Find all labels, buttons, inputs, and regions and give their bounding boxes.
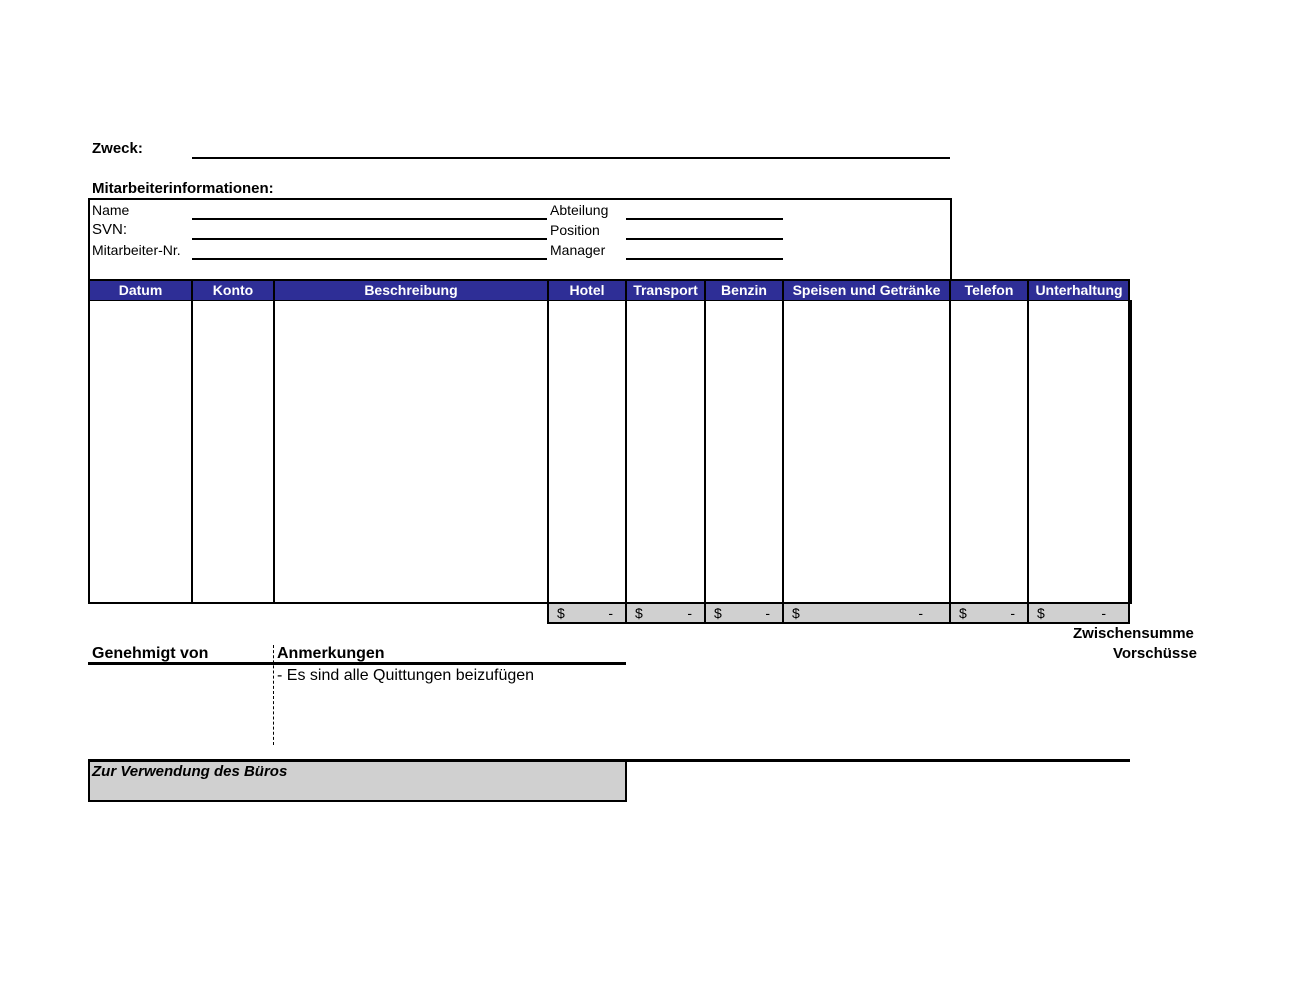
manager-label: Manager: [550, 242, 606, 258]
col-divider: [704, 281, 706, 624]
total-hotel: $ -: [549, 604, 625, 623]
advance-label: Vorschüsse: [1113, 645, 1197, 662]
col-divider: [1027, 281, 1029, 624]
col-divider: [1128, 281, 1130, 624]
col-divider: [191, 281, 193, 603]
subtotal-label: Zwischensumme: [1073, 625, 1194, 642]
col-header-fuel: Benzin: [706, 281, 782, 300]
approved-by-label: Genehmigt von: [92, 645, 209, 662]
header-bottom-border: [88, 300, 1130, 301]
col-divider: [547, 281, 549, 624]
approved-by-field[interactable]: [88, 676, 268, 736]
col-header-description: Beschreibung: [275, 281, 547, 300]
total-entertainment: $ -: [1029, 604, 1128, 623]
notes-label: Anmerkungen: [277, 645, 385, 662]
employee-no-field[interactable]: [192, 258, 547, 260]
position-label: Position: [550, 222, 600, 238]
col-divider: [949, 281, 951, 624]
department-label: Abteilung: [550, 202, 609, 218]
manager-field[interactable]: [626, 258, 783, 260]
col-header-date: Datum: [90, 281, 191, 300]
col-divider: [625, 281, 627, 624]
name-field[interactable]: [192, 218, 547, 220]
table-body[interactable]: [88, 300, 1132, 604]
ssn-field[interactable]: [192, 238, 547, 240]
total-phone: $ -: [951, 604, 1027, 623]
col-header-meals: Speisen und Getränke: [784, 281, 949, 300]
position-field[interactable]: [626, 238, 783, 240]
col-header-transport: Transport: [627, 281, 704, 300]
col-divider: [782, 281, 784, 624]
purpose-field[interactable]: [192, 157, 950, 159]
notes-divider: [273, 645, 274, 745]
summary-clip: [1000, 624, 1197, 668]
ssn-label: SVN:: [92, 221, 128, 238]
name-label: Name: [92, 202, 130, 218]
col-header-phone: Telefon: [951, 281, 1027, 300]
approval-underline: [88, 662, 626, 665]
total-transport: $ -: [627, 604, 704, 623]
col-divider: [273, 281, 275, 603]
purpose-label: Zweck:: [92, 140, 143, 157]
total-meals: $ -: [784, 604, 949, 623]
note-text: - Es sind alle Quittungen beizufügen: [277, 667, 535, 684]
col-header-hotel: Hotel: [549, 281, 625, 300]
col-header-entertainment: Unterhaltung: [1029, 281, 1129, 300]
employee-info-label: Mitarbeiterinformationen:: [92, 180, 274, 197]
total-fuel: $ -: [706, 604, 782, 623]
col-divider: [88, 281, 90, 603]
employee-no-label: Mitarbeiter-Nr.: [92, 242, 181, 258]
col-header-account: Konto: [193, 281, 273, 300]
department-field[interactable]: [626, 218, 783, 220]
office-use-label: Zur Verwendung des Büros: [92, 763, 288, 780]
